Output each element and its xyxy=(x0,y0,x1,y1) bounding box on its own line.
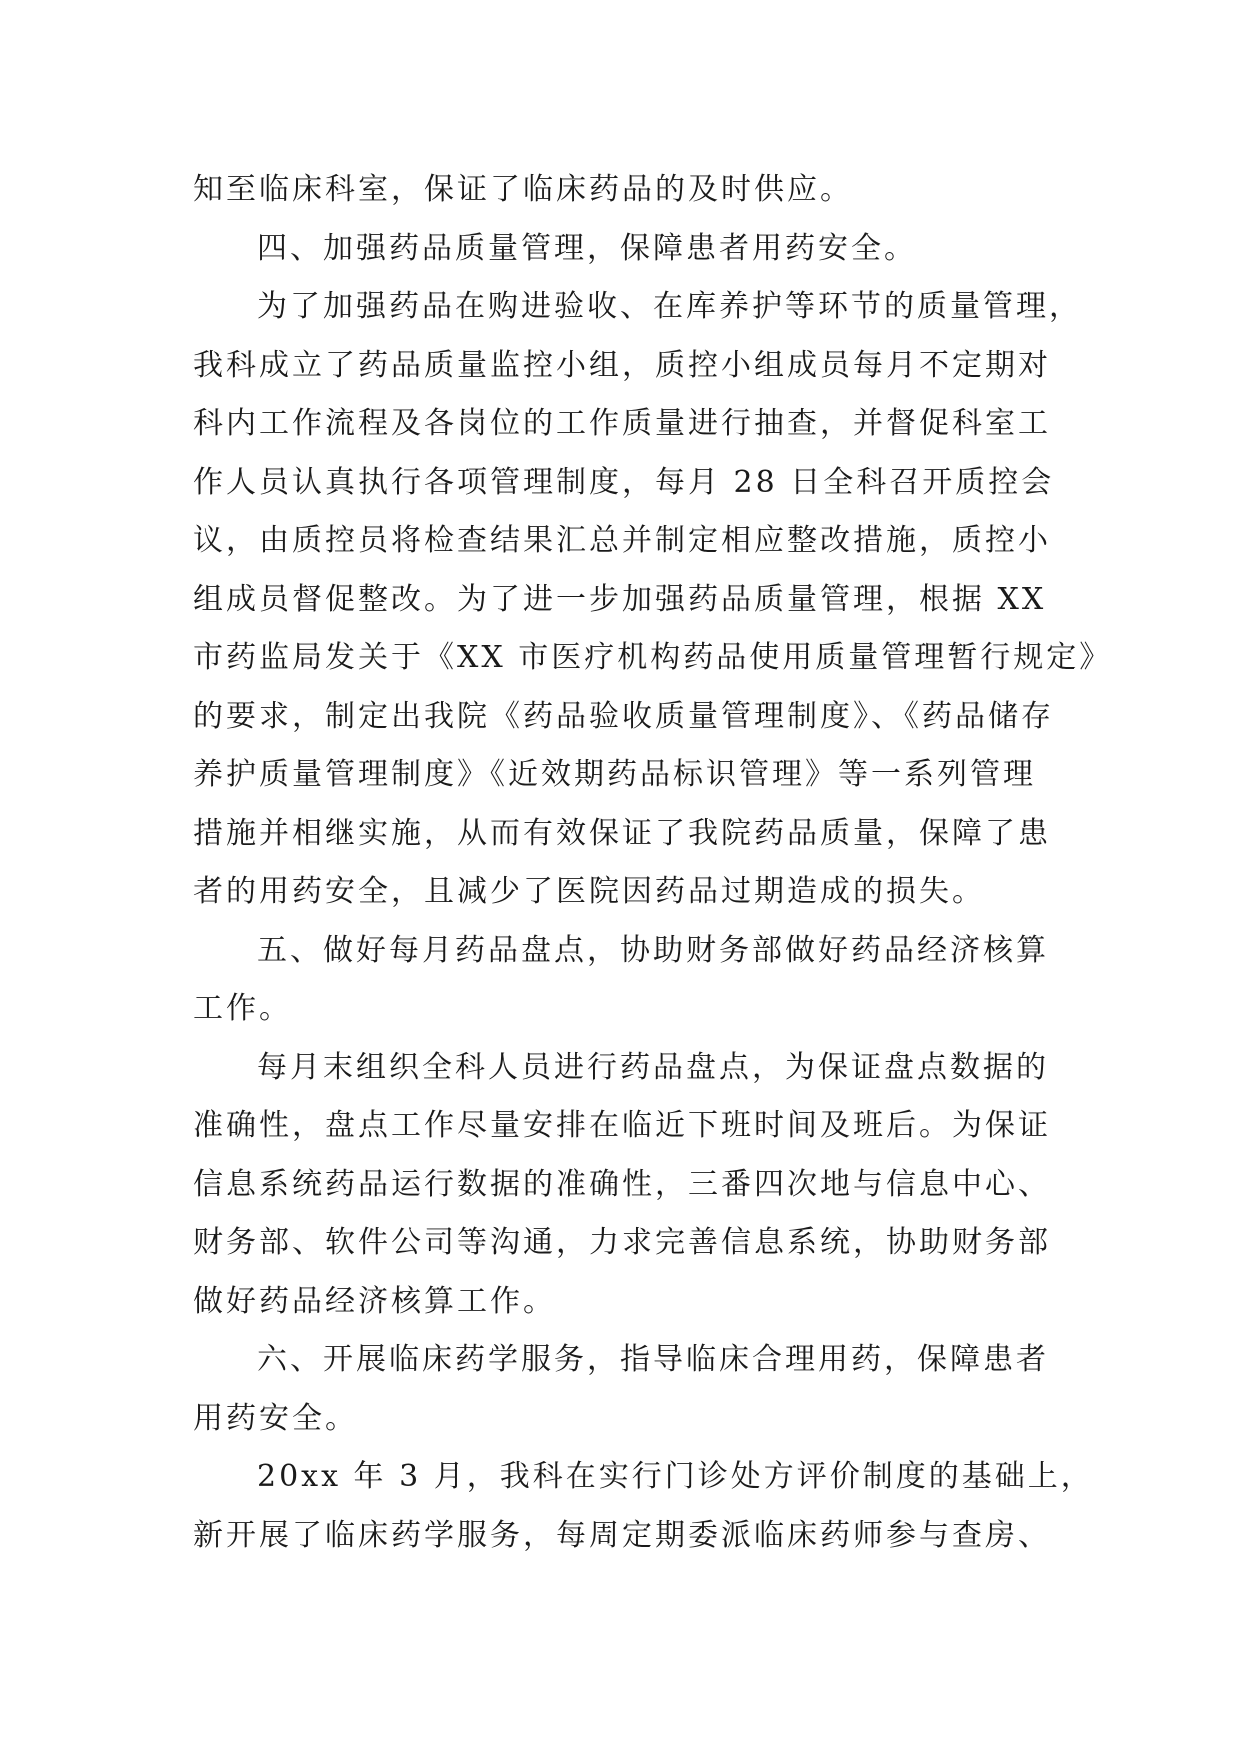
text-line: 四、加强药品质量管理，保障患者用药安全。 xyxy=(257,230,917,266)
text-line: 措施并相继实施，从而有效保证了我院药品质量，保障了患 xyxy=(193,815,1051,851)
text-line: 五、做好每月药品盘点，协助财务部做好药品经济核算 xyxy=(257,932,1049,968)
text-line: 准确性，盘点工作尽量安排在临近下班时间及班后。为保证 xyxy=(193,1108,1051,1143)
text-line: 科内工作流程及各岗位的工作质量进行抽查，并督促科室工 xyxy=(193,406,1051,441)
text-line: 信息系统药品运行数据的准确性，三番四次地与信息中心、 xyxy=(193,1166,1051,1202)
text-line: 为了加强药品在购进验收、在库养护等环节的质量管理， xyxy=(257,289,1082,324)
text-line: 20xx 年 3 月，我科在实行门诊处方评价制度的基础上， xyxy=(257,1459,1094,1494)
text-line: 者的用药安全，且减少了医院因药品过期造成的损失。 xyxy=(193,874,985,909)
text-line: 新开展了临床药学服务，每周定期委派临床药师参与查房、 xyxy=(193,1517,1051,1553)
text-line: 养护质量管理制度》《近效期药品标识管理》等一系列管理 xyxy=(193,757,1036,792)
text-line: 组成员督促整改。为了进一步加强药品质量管理，根据 XX xyxy=(193,581,1047,617)
text-line: 每月末组织全科人员进行药品盘点，为保证盘点数据的 xyxy=(257,1049,1049,1085)
text-line: 做好药品经济核算工作。 xyxy=(193,1283,556,1319)
text-line: 议，由质控员将检查结果汇总并制定相应整改措施，质控小 xyxy=(193,523,1051,558)
text-line: 我科成立了药品质量监控小组，质控小组成员每月不定期对 xyxy=(193,347,1051,383)
text-line: 工作。 xyxy=(193,991,292,1026)
text-line: 知至临床科室，保证了临床药品的及时供应。 xyxy=(193,172,853,207)
text-line: 财务部、软件公司等沟通，力求完善信息系统，协助财务部 xyxy=(193,1225,1051,1260)
text-line: 作人员认真执行各项管理制度，每月 28 日全科召开质控会 xyxy=(193,464,1055,500)
text-line: 用药安全。 xyxy=(193,1400,358,1436)
text-line: 六、开展临床药学服务，指导临床合理用药，保障患者 xyxy=(257,1342,1049,1377)
text-line: 市药监局发关于《XX 市医疗机构药品使用质量管理暂行规定》 xyxy=(193,640,1113,675)
document-body xyxy=(193,161,1113,1565)
text-line: 的要求，制定出我院《药品验收质量管理制度》、《药品储存 xyxy=(193,698,1054,734)
